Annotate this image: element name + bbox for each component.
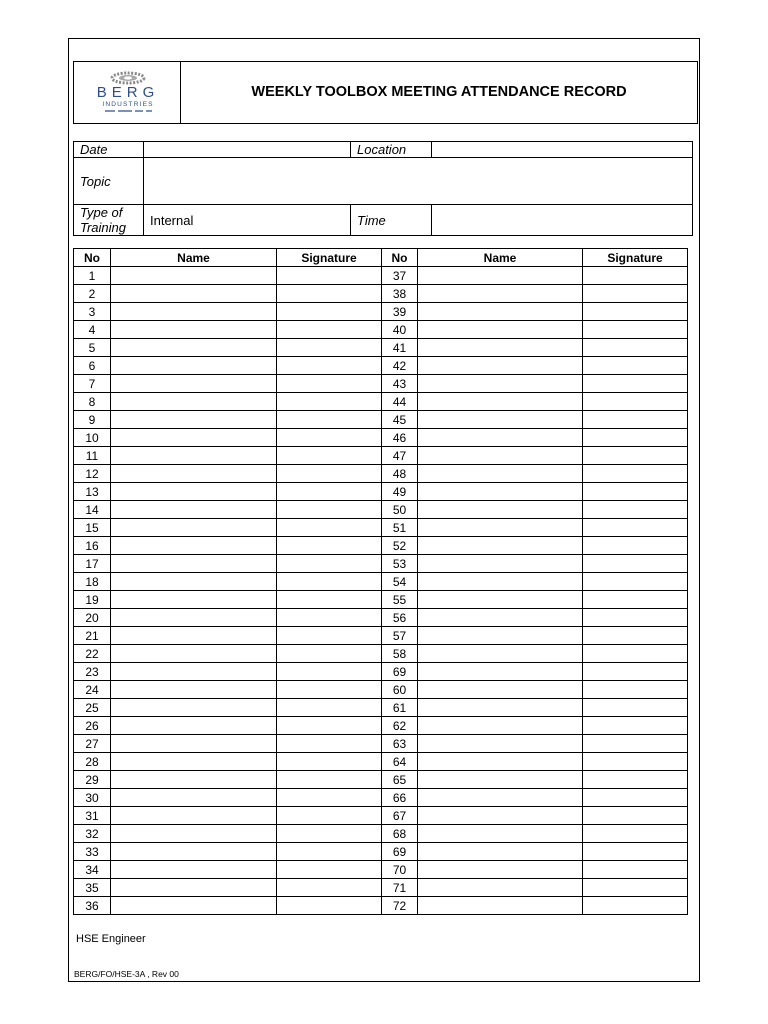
name-cell[interactable] (418, 897, 583, 915)
name-cell[interactable] (418, 393, 583, 411)
signature-cell[interactable] (583, 843, 688, 861)
table-row (74, 285, 688, 303)
signature-cell[interactable] (277, 303, 382, 321)
table-row (74, 321, 688, 339)
row-number: 57 (382, 627, 418, 645)
signature-cell[interactable] (277, 465, 382, 483)
name-cell[interactable] (111, 735, 277, 753)
row-number: 72 (382, 897, 418, 915)
row-number: 21 (74, 627, 111, 645)
table-row (74, 699, 688, 717)
row-number: 46 (382, 429, 418, 447)
row-number: 9 (74, 411, 111, 429)
form-title: WEEKLY TOOLBOX MEETING ATTENDANCE RECORD (251, 84, 627, 100)
name-cell[interactable] (111, 609, 277, 627)
row-number: 30 (74, 789, 111, 807)
signature-cell[interactable] (583, 753, 688, 771)
name-cell[interactable] (418, 537, 583, 555)
signature-cell[interactable] (583, 555, 688, 573)
name-cell[interactable] (418, 267, 583, 285)
row-number: 11 (74, 447, 111, 465)
name-cell[interactable] (418, 663, 583, 681)
table-row (74, 447, 688, 465)
signature-cell[interactable] (583, 645, 688, 663)
table-row (74, 537, 688, 555)
name-cell[interactable] (111, 843, 277, 861)
table-row (74, 861, 688, 879)
col-header-name-right: Name (418, 249, 583, 267)
col-header-name: Name (111, 249, 277, 267)
table-row (74, 789, 688, 807)
row-number: 17 (74, 555, 111, 573)
name-cell[interactable] (111, 879, 277, 897)
row-number: 16 (74, 537, 111, 555)
row-number: 36 (74, 897, 111, 915)
name-cell[interactable] (111, 645, 277, 663)
signature-cell[interactable] (277, 753, 382, 771)
row-number: 6 (74, 357, 111, 375)
location-label: Location (351, 142, 432, 158)
row-number: 19 (74, 591, 111, 609)
row-number: 48 (382, 465, 418, 483)
row-number: 25 (74, 699, 111, 717)
signature-cell[interactable] (583, 465, 688, 483)
signature-cell[interactable] (583, 339, 688, 357)
row-number: 29 (74, 771, 111, 789)
table-row (74, 843, 688, 861)
name-cell[interactable] (418, 411, 583, 429)
signature-cell[interactable] (277, 843, 382, 861)
table-row (74, 429, 688, 447)
row-number: 5 (74, 339, 111, 357)
footer-role: HSE Engineer (76, 933, 146, 945)
form-header (73, 61, 698, 124)
name-cell[interactable] (418, 681, 583, 699)
logo-subtitle: INDUSTRIES (102, 101, 154, 108)
row-number: 38 (382, 285, 418, 303)
name-cell[interactable] (111, 519, 277, 537)
signature-cell[interactable] (277, 879, 382, 897)
row-number: 58 (382, 645, 418, 663)
signature-cell[interactable] (277, 483, 382, 501)
name-cell[interactable] (111, 591, 277, 609)
signature-cell[interactable] (277, 627, 382, 645)
signature-cell[interactable] (277, 807, 382, 825)
name-cell[interactable] (111, 627, 277, 645)
table-row (74, 897, 688, 915)
row-number: 53 (382, 555, 418, 573)
signature-cell[interactable] (277, 789, 382, 807)
row-number: 50 (382, 501, 418, 519)
row-number: 12 (74, 465, 111, 483)
signature-cell[interactable] (583, 627, 688, 645)
table-row (74, 483, 688, 501)
signature-cell[interactable] (583, 501, 688, 519)
signature-cell[interactable] (583, 285, 688, 303)
signature-cell[interactable] (277, 267, 382, 285)
table-row (74, 501, 688, 519)
name-cell[interactable] (111, 339, 277, 357)
training-type-field[interactable]: Internal (144, 205, 351, 236)
name-cell[interactable] (111, 897, 277, 915)
name-cell[interactable] (418, 519, 583, 537)
location-field[interactable] (432, 142, 693, 158)
table-row (74, 681, 688, 699)
signature-cell[interactable] (277, 375, 382, 393)
row-number: 49 (382, 483, 418, 501)
row-number: 55 (382, 591, 418, 609)
company-logo (74, 62, 181, 123)
name-cell[interactable] (418, 573, 583, 591)
row-number: 47 (382, 447, 418, 465)
name-cell[interactable] (418, 339, 583, 357)
signature-cell[interactable] (583, 825, 688, 843)
name-cell[interactable] (418, 645, 583, 663)
signature-cell[interactable] (277, 645, 382, 663)
name-cell[interactable] (111, 789, 277, 807)
signature-cell[interactable] (277, 663, 382, 681)
signature-cell[interactable] (583, 735, 688, 753)
signature-cell[interactable] (277, 825, 382, 843)
signature-cell[interactable] (277, 573, 382, 591)
signature-cell[interactable] (583, 519, 688, 537)
signature-cell[interactable] (583, 663, 688, 681)
row-number: 60 (382, 681, 418, 699)
table-row (74, 645, 688, 663)
row-number: 18 (74, 573, 111, 591)
signature-cell[interactable] (583, 879, 688, 897)
name-cell[interactable] (111, 717, 277, 735)
signature-cell[interactable] (583, 717, 688, 735)
row-number: 45 (382, 411, 418, 429)
name-cell[interactable] (111, 753, 277, 771)
signature-cell[interactable] (277, 429, 382, 447)
row-number: 41 (382, 339, 418, 357)
row-number: 52 (382, 537, 418, 555)
signature-cell[interactable] (277, 321, 382, 339)
signature-cell[interactable] (583, 447, 688, 465)
signature-cell[interactable] (583, 681, 688, 699)
signature-cell[interactable] (583, 861, 688, 879)
signature-cell[interactable] (277, 447, 382, 465)
table-row (74, 591, 688, 609)
signature-cell[interactable] (277, 555, 382, 573)
name-cell[interactable] (418, 627, 583, 645)
name-cell[interactable] (418, 735, 583, 753)
signature-cell[interactable] (277, 537, 382, 555)
attendance-header-row (74, 249, 688, 267)
name-cell[interactable] (111, 411, 277, 429)
signature-cell[interactable] (583, 699, 688, 717)
signature-cell[interactable] (277, 861, 382, 879)
table-row (74, 573, 688, 591)
name-cell[interactable] (418, 285, 583, 303)
table-row (74, 339, 688, 357)
table-row (74, 879, 688, 897)
attendance-rows (74, 267, 688, 915)
attendance-table (73, 248, 688, 915)
name-cell[interactable] (111, 429, 277, 447)
name-cell[interactable] (111, 375, 277, 393)
row-number: 42 (382, 357, 418, 375)
table-row (74, 267, 688, 285)
name-cell[interactable] (418, 501, 583, 519)
name-cell[interactable] (111, 573, 277, 591)
signature-cell[interactable] (277, 501, 382, 519)
row-number: 26 (74, 717, 111, 735)
name-cell[interactable] (111, 663, 277, 681)
signature-cell[interactable] (277, 411, 382, 429)
row-number: 39 (382, 303, 418, 321)
signature-cell[interactable] (583, 375, 688, 393)
name-cell[interactable] (111, 357, 277, 375)
signature-cell[interactable] (583, 609, 688, 627)
row-number: 68 (382, 825, 418, 843)
name-cell[interactable] (111, 267, 277, 285)
name-cell[interactable] (418, 861, 583, 879)
name-cell[interactable] (111, 303, 277, 321)
row-number: 65 (382, 771, 418, 789)
row-number: 13 (74, 483, 111, 501)
training-type-label-line1: Type of (80, 205, 123, 220)
signature-cell[interactable] (277, 519, 382, 537)
table-row (74, 519, 688, 537)
name-cell[interactable] (418, 447, 583, 465)
row-number: 40 (382, 321, 418, 339)
table-row (74, 627, 688, 645)
signature-cell[interactable] (277, 897, 382, 915)
row-number: 28 (74, 753, 111, 771)
table-row (74, 555, 688, 573)
training-type-label-line2: Training (80, 220, 127, 235)
name-cell[interactable] (418, 465, 583, 483)
signature-cell[interactable] (277, 771, 382, 789)
name-cell[interactable] (418, 321, 583, 339)
signature-cell[interactable] (277, 609, 382, 627)
col-header-no: No (74, 249, 111, 267)
signature-cell[interactable] (583, 321, 688, 339)
time-field[interactable] (432, 205, 693, 236)
table-row (74, 465, 688, 483)
row-number: 66 (382, 789, 418, 807)
date-label: Date (74, 142, 144, 158)
signature-cell[interactable] (277, 699, 382, 717)
signature-cell[interactable] (583, 771, 688, 789)
row-number: 63 (382, 735, 418, 753)
name-cell[interactable] (111, 681, 277, 699)
name-cell[interactable] (111, 771, 277, 789)
row-number: 20 (74, 609, 111, 627)
name-cell[interactable] (418, 879, 583, 897)
row-number: 44 (382, 393, 418, 411)
row-number: 22 (74, 645, 111, 663)
row-number: 3 (74, 303, 111, 321)
row-number: 51 (382, 519, 418, 537)
signature-cell[interactable] (583, 303, 688, 321)
name-cell[interactable] (418, 357, 583, 375)
table-row (74, 771, 688, 789)
col-header-no-right: No (382, 249, 418, 267)
row-number: 4 (74, 321, 111, 339)
topic-label: Topic (74, 158, 144, 205)
name-cell[interactable] (418, 609, 583, 627)
table-row (74, 735, 688, 753)
signature-cell[interactable] (277, 285, 382, 303)
name-cell[interactable] (111, 555, 277, 573)
row-number: 8 (74, 393, 111, 411)
name-cell[interactable] (111, 465, 277, 483)
name-cell[interactable] (111, 285, 277, 303)
row-number: 70 (382, 861, 418, 879)
signature-cell[interactable] (277, 393, 382, 411)
name-cell[interactable] (418, 807, 583, 825)
row-number: 54 (382, 573, 418, 591)
name-cell[interactable] (111, 537, 277, 555)
signature-cell[interactable] (583, 483, 688, 501)
table-row (74, 663, 688, 681)
signature-cell[interactable] (583, 429, 688, 447)
signature-cell[interactable] (583, 807, 688, 825)
topic-field[interactable] (144, 158, 693, 205)
row-number: 56 (382, 609, 418, 627)
document-reference: BERG/FO/HSE-3A , Rev 00 (74, 969, 179, 979)
row-number: 15 (74, 519, 111, 537)
name-cell[interactable] (111, 861, 277, 879)
signature-cell[interactable] (277, 357, 382, 375)
name-cell[interactable] (111, 699, 277, 717)
signature-cell[interactable] (277, 339, 382, 357)
signature-cell[interactable] (583, 411, 688, 429)
row-number: 31 (74, 807, 111, 825)
name-cell[interactable] (418, 429, 583, 447)
signature-cell[interactable] (583, 789, 688, 807)
row-number: 7 (74, 375, 111, 393)
row-number: 67 (382, 807, 418, 825)
table-row (74, 825, 688, 843)
row-number: 35 (74, 879, 111, 897)
signature-cell[interactable] (277, 735, 382, 753)
row-number: 27 (74, 735, 111, 753)
row-number: 23 (74, 663, 111, 681)
meeting-info-table (73, 141, 693, 236)
name-cell[interactable] (418, 753, 583, 771)
row-number: 62 (382, 717, 418, 735)
name-cell[interactable] (418, 303, 583, 321)
name-cell[interactable] (111, 321, 277, 339)
table-row (74, 303, 688, 321)
signature-cell[interactable] (277, 717, 382, 735)
row-number: 14 (74, 501, 111, 519)
signature-cell[interactable] (583, 591, 688, 609)
table-row (74, 717, 688, 735)
col-header-signature: Signature (277, 249, 382, 267)
row-number: 69 (382, 843, 418, 861)
signature-cell[interactable] (583, 897, 688, 915)
name-cell[interactable] (418, 825, 583, 843)
time-label: Time (351, 205, 432, 236)
name-cell[interactable] (111, 483, 277, 501)
name-cell[interactable] (111, 825, 277, 843)
table-row (74, 393, 688, 411)
signature-cell[interactable] (583, 267, 688, 285)
table-row (74, 753, 688, 771)
row-number: 37 (382, 267, 418, 285)
name-cell[interactable] (418, 591, 583, 609)
signature-cell[interactable] (583, 537, 688, 555)
name-cell[interactable] (418, 483, 583, 501)
signature-cell[interactable] (583, 393, 688, 411)
row-number: 33 (74, 843, 111, 861)
col-header-signature-right: Signature (583, 249, 688, 267)
date-field[interactable] (144, 142, 351, 158)
name-cell[interactable] (418, 375, 583, 393)
row-number: 71 (382, 879, 418, 897)
name-cell[interactable] (418, 555, 583, 573)
table-row (74, 357, 688, 375)
row-number: 64 (382, 753, 418, 771)
name-cell[interactable] (418, 717, 583, 735)
row-number: 24 (74, 681, 111, 699)
name-cell[interactable] (111, 447, 277, 465)
name-cell[interactable] (111, 393, 277, 411)
row-number: 69 (382, 663, 418, 681)
logo-wordmark: BERG (96, 84, 160, 101)
table-row (74, 375, 688, 393)
table-row (74, 411, 688, 429)
name-cell[interactable] (418, 789, 583, 807)
name-cell[interactable] (111, 807, 277, 825)
row-number: 43 (382, 375, 418, 393)
name-cell[interactable] (111, 501, 277, 519)
training-type-label (74, 205, 144, 236)
row-number: 2 (74, 285, 111, 303)
berg-logo-icon (91, 68, 165, 116)
signature-cell[interactable] (277, 681, 382, 699)
row-number: 10 (74, 429, 111, 447)
table-row (74, 609, 688, 627)
table-row (74, 807, 688, 825)
signature-cell[interactable] (583, 573, 688, 591)
signature-cell[interactable] (583, 357, 688, 375)
row-number: 61 (382, 699, 418, 717)
name-cell[interactable] (418, 771, 583, 789)
signature-cell[interactable] (277, 591, 382, 609)
row-number: 1 (74, 267, 111, 285)
row-number: 34 (74, 861, 111, 879)
name-cell[interactable] (418, 699, 583, 717)
name-cell[interactable] (418, 843, 583, 861)
row-number: 32 (74, 825, 111, 843)
